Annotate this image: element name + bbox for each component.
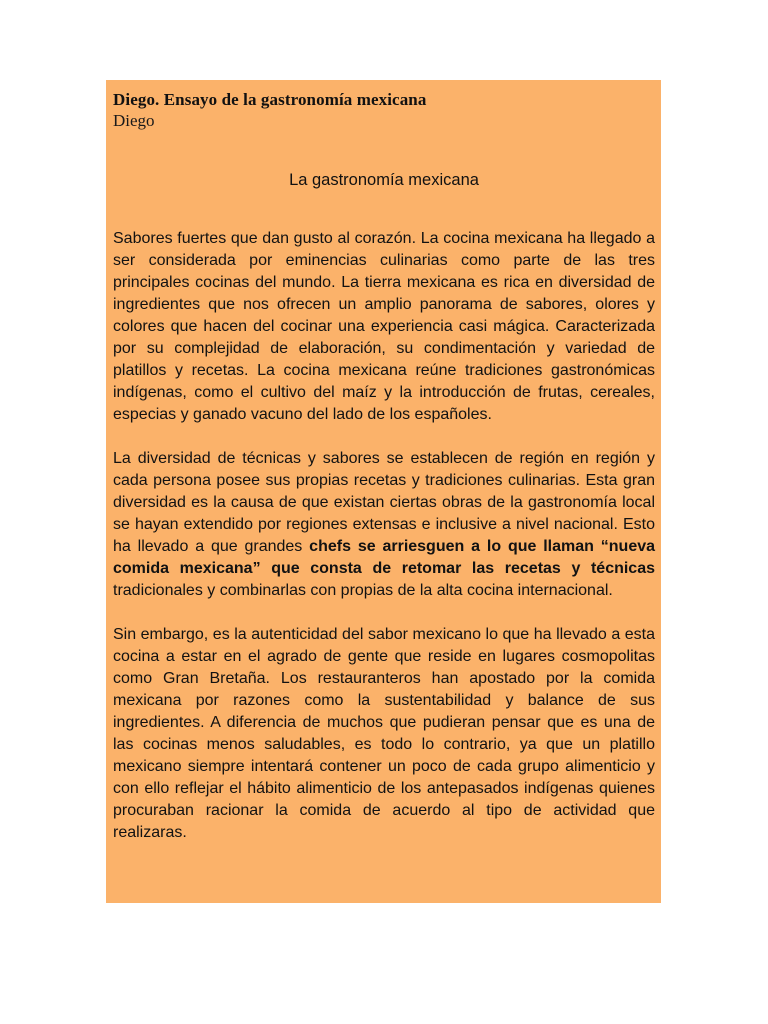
document-title: Diego. Ensayo de la gastronomía mexicana bbox=[113, 90, 427, 109]
paragraph-spacer-2 bbox=[113, 602, 655, 624]
document-heading: La gastronomía mexicana bbox=[289, 171, 479, 189]
paragraph-diversity-tail: tradicionales y combinarlas con propias de la alta cocina internacional. bbox=[113, 582, 613, 599]
document-author: Diego bbox=[113, 111, 155, 130]
paragraph-spacer-1 bbox=[113, 426, 655, 448]
paragraph-diversity-lead: La diversidad de técnicas y sabores se establecen de región en región y cada persona posee sus propias recetas y tradiciones culinarias. Esta gran diversidad es la causa de que existan ciertas obras de la gastronomía local se hayan extendido por regiones extensas e inclusive a nivel nacional. Esto ha llevado a que grandes bbox=[113, 450, 655, 555]
paragraph-authenticity: Sin embargo, es la autenticidad del sabor mexicano lo que ha llevado a esta cocina a estar en el agrado de gente que reside en lugares cosmopolitas como Gran Bretaña. Los restauranteros han apostado por la comida mexicana por razones como la sustentabilidad y balance de sus ingredientes. A diferencia de muchos que pudieran pensar que es una de las cocinas menos saludables, es todo lo contrario, ya que un platillo mexicano siempre intentará contener un poco de cada grupo alimenticio y con ello reflejar el hábito alimenticio de los antepasados indígenas quienes procuraban racionar la comida de acuerdo al tipo de actividad que realizaras. bbox=[113, 626, 655, 841]
paragraph-diversity bbox=[113, 448, 655, 602]
heading-spacer bbox=[113, 191, 655, 228]
paragraph-intro: Sabores fuertes que dan gusto al corazón. La cocina mexicana ha llegado a ser considerada por eminencias culinarias como parte de las tres principales cocinas del mundo. La tierra mexicana es rica en diversidad de ingredientes que nos ofrecen un amplio panorama de sabores, olores y colores que hacen del cocinar una experiencia casi mágica. Caracterizada por su complejidad de elaboración, su condimentación y variedad de platillos y recetas. La cocina mexicana reúne tradiciones gastronómicas indígenas, como el cultivo del maíz y la introducción de frutas, cereales, especias y ganado vacuno del lado de los españoles. bbox=[113, 230, 655, 423]
paragraph-diversity-emphasis: chefs se arriesguen a lo que llaman “nueva comida mexicana” que consta de retomar las recetas y técnicas bbox=[113, 538, 656, 577]
document-content-block bbox=[106, 80, 661, 903]
